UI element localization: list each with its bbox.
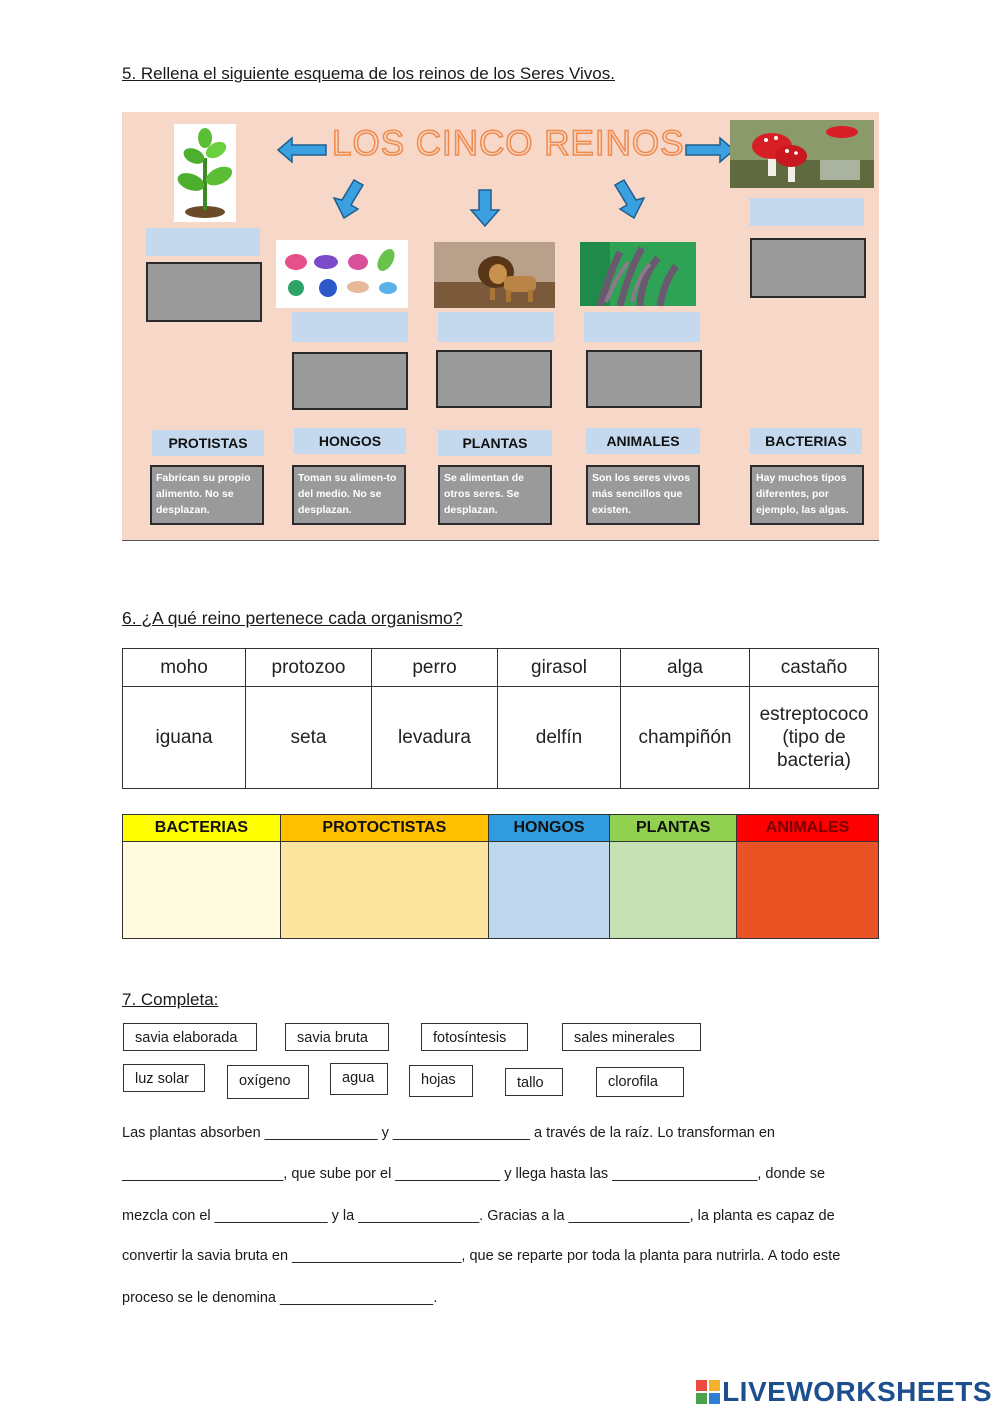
answer-box-2[interactable] xyxy=(292,312,408,342)
liveworksheets-logo xyxy=(696,1376,992,1408)
five-kingdoms-diagram xyxy=(122,112,879,541)
answer-field-top-right[interactable] xyxy=(750,238,866,298)
description-1: Fabrican su propio alimento. No se desplazan. xyxy=(150,465,264,525)
fill-text-line-3[interactable]: mezcla con el ______________ y la _______________. Gracias a la _______________, la planta es capaz de xyxy=(122,1208,835,1224)
right-arrow-icon xyxy=(684,136,736,164)
answer-field-3[interactable] xyxy=(436,350,552,408)
table-row xyxy=(123,686,879,788)
word-luz-solar[interactable]: luz solar xyxy=(123,1064,205,1092)
organism-cell[interactable]: levadura xyxy=(372,686,498,788)
label-animales: ANIMALES xyxy=(586,428,700,454)
organism-cell[interactable]: delfín xyxy=(498,686,621,788)
fill-text-line-4[interactable]: convertir la savia bruta en _____________________, que se reparte por toda la planta para nutrirla. A todo este xyxy=(122,1248,841,1264)
word-agua[interactable]: agua xyxy=(330,1063,388,1095)
plant-sprout-image xyxy=(174,124,236,222)
organism-cell[interactable]: girasol xyxy=(498,649,621,687)
word-savia-bruta[interactable]: savia bruta xyxy=(285,1023,389,1051)
protists-image xyxy=(276,240,408,308)
answer-field-top-left[interactable] xyxy=(146,262,262,322)
word-savia-elaborada[interactable]: savia elaborada xyxy=(123,1023,257,1051)
down-right-arrow-icon xyxy=(604,178,648,222)
organism-cell[interactable]: seta xyxy=(246,686,372,788)
kingdom-header-animales: ANIMALES xyxy=(737,815,879,842)
organism-cell[interactable]: champiñón xyxy=(621,686,750,788)
answer-box-top-right[interactable] xyxy=(750,198,864,226)
diagram-title: LOS CINCO REINOS xyxy=(332,124,685,163)
mushrooms-image xyxy=(730,120,874,188)
down-left-arrow-icon xyxy=(330,178,374,222)
word-hojas[interactable]: hojas xyxy=(409,1065,473,1097)
organism-cell[interactable]: estreptococo (tipo de bacteria) xyxy=(750,686,879,788)
organism-cell[interactable]: alga xyxy=(621,649,750,687)
liveworksheets-mark-icon xyxy=(696,1379,720,1403)
label-hongos: HONGOS xyxy=(294,428,406,454)
organisms-table xyxy=(122,648,879,789)
description-3: Se alimentan de otros seres. Se desplazan. xyxy=(438,465,552,525)
description-4: Son los seres vivos más sencillos que existen. xyxy=(586,465,700,525)
table-row xyxy=(123,649,879,687)
kingdoms-sort-table xyxy=(122,814,879,939)
down-arrow-icon xyxy=(468,188,502,228)
answer-box-3[interactable] xyxy=(438,312,554,342)
algae-plant-image xyxy=(580,242,696,306)
drop-zone-animales[interactable] xyxy=(737,842,879,939)
section7-heading: 7. Completa: xyxy=(122,990,219,1009)
organism-cell[interactable]: iguana xyxy=(123,686,246,788)
organism-cell[interactable]: perro xyxy=(372,649,498,687)
label-protistas: PROTISTAS xyxy=(152,430,264,456)
answer-box-4[interactable] xyxy=(584,312,700,342)
lion-image xyxy=(434,242,555,308)
organism-cell[interactable]: protozoo xyxy=(246,649,372,687)
drop-zone-plantas[interactable] xyxy=(610,842,737,939)
drop-zone-bacterias[interactable] xyxy=(123,842,281,939)
label-bacterias: BACTERIAS xyxy=(750,428,862,454)
description-5: Hay muchos tipos diferentes, por ejemplo, las algas. xyxy=(750,465,864,525)
word-fotosintesis[interactable]: fotosíntesis xyxy=(421,1023,528,1051)
word-oxigeno[interactable]: oxígeno xyxy=(227,1065,309,1099)
drop-zone-protoctistas[interactable] xyxy=(280,842,488,939)
answer-field-4[interactable] xyxy=(586,350,702,408)
answer-field-2[interactable] xyxy=(292,352,408,410)
kingdom-header-plantas: PLANTAS xyxy=(610,815,737,842)
organism-cell[interactable]: castaño xyxy=(750,649,879,687)
section6-heading: 6. ¿A qué reino pertenece cada organismo? xyxy=(122,608,463,628)
label-plantas: PLANTAS xyxy=(438,430,552,456)
word-clorofila[interactable]: clorofila xyxy=(596,1067,684,1097)
kingdoms-drop-row xyxy=(123,842,879,939)
fill-text-line-5[interactable]: proceso se le denomina ___________________. xyxy=(122,1290,438,1306)
kingdom-header-bacterias: BACTERIAS xyxy=(123,815,281,842)
brand-text: LIVEWORKSHEETS xyxy=(722,1376,992,1407)
fill-text-line-2[interactable]: ____________________, que sube por el _____________ y llega hasta las __________________, donde se xyxy=(122,1166,826,1182)
description-2: Toman su alimen-to del medio. No se desplazan. xyxy=(292,465,406,525)
kingdom-header-hongos: HONGOS xyxy=(488,815,609,842)
kingdoms-header-row xyxy=(123,815,879,842)
drop-zone-hongos[interactable] xyxy=(488,842,609,939)
word-sales-minerales[interactable]: sales minerales xyxy=(562,1023,701,1051)
kingdom-header-protoctistas: PROTOCTISTAS xyxy=(280,815,488,842)
left-arrow-icon xyxy=(276,136,328,164)
section5-heading: 5. Rellena el siguiente esquema de los reinos de los Seres Vivos. xyxy=(122,64,615,83)
organism-cell[interactable]: moho xyxy=(123,649,246,687)
word-tallo[interactable]: tallo xyxy=(505,1068,563,1096)
fill-text-line-1[interactable]: Las plantas absorben ______________ y _________________ a través de la raíz. Lo transforman en xyxy=(122,1125,775,1141)
answer-box-top-left[interactable] xyxy=(146,228,260,256)
